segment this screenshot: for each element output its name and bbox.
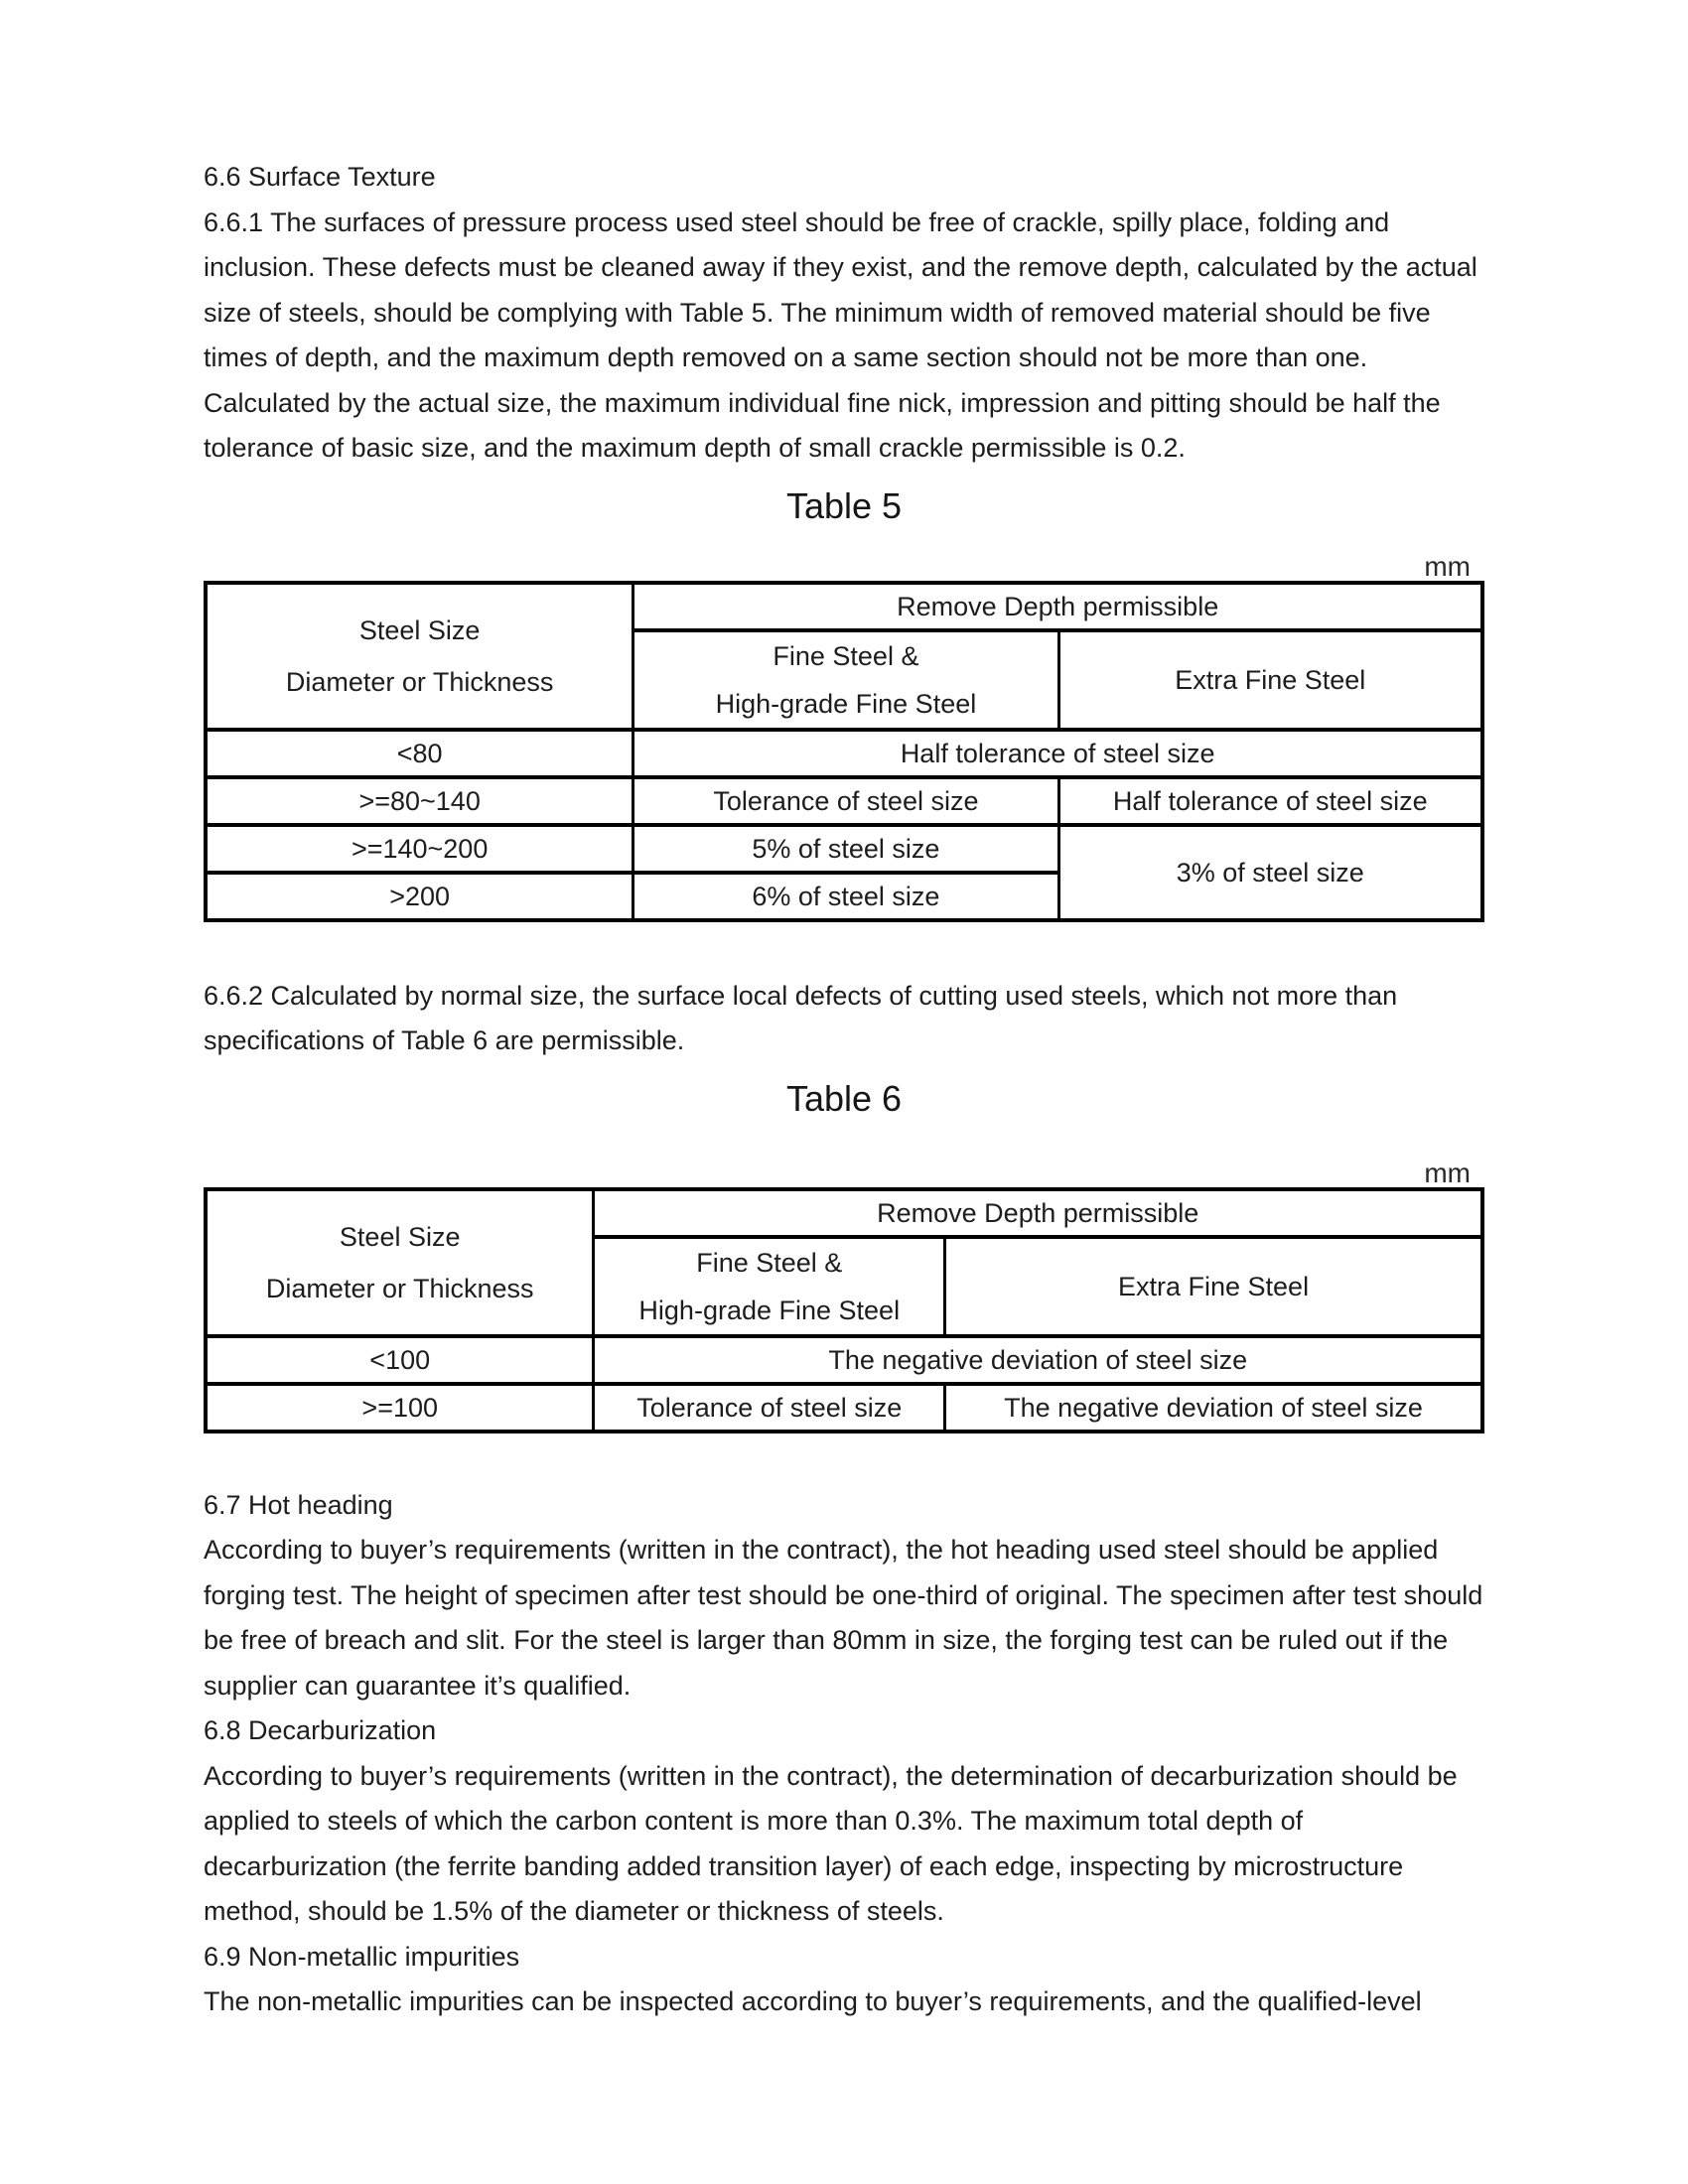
table-row: [206, 825, 1482, 873]
paragraph-6-6-2: 6.6.2 Calculated by normal size, the surface local defects of cutting used steels, which not more than specifications of Table 6 are permissible.: [204, 980, 1398, 1055]
paragraph-6-8: According to buyer’s requirements (written in the contract), the determination of decarburization should be applied to steels of which the carbon content is more than 0.3%. The maximum total depth of decarburization (the ferrite banding added transition layer) of each edge, inspecting by microstructure method, should be 1.5% of the diameter or thickness of steels.: [204, 1760, 1458, 1926]
paragraph-6-7: According to buyer’s requirements (written in the contract), the hot heading used steel should be applied forging test. The height of specimen after test should be one-third of original. The specimen after test should be free of breach and slit. For the steel is larger than 80mm in size, the forging test can be ruled out if the supplier can guarantee it’s qualified.: [204, 1535, 1483, 1701]
table5-header-row-1: [206, 583, 1482, 630]
section-6-7-heading: 6.7 Hot heading: [204, 1489, 393, 1520]
table6-size-cell: >=100: [206, 1384, 594, 1432]
paragraph-6-6-1: 6.6.1 The surfaces of pressure process used steel should be free of crackle, spilly place, folding and inclusion. These defects must be cleaned away if they exist, and the remove depth, calculated by the actual size of steels, should be complying with Table 5. The minimum width of removed material should be five times of depth, and the maximum depth removed on a same section should not be more than one. Calculated by the actual size, the maximum individual fine nick, impression and pitting should be half the tolerance of basic size, and the maximum depth of small crackle permissible is 0.2.: [204, 206, 1477, 463]
table6-header-fine-steel-cell: [594, 1237, 945, 1336]
table5-extra-value-cell: Half tolerance of steel size: [1058, 777, 1482, 825]
table5-size-cell: >200: [206, 873, 633, 920]
table5-fine-value-cell: Tolerance of steel size: [633, 777, 1058, 825]
table5-fine-value-cell: 6% of steel size: [633, 873, 1058, 920]
table6-header-steel-size-line1: Steel Size: [339, 1221, 461, 1252]
table5-header-fine-steel-line1: Fine Steel &: [773, 640, 919, 671]
table5-title: Table 5: [785, 484, 903, 526]
table5-header-group-cell: Remove Depth permissible: [633, 583, 1482, 630]
table5: [204, 581, 1484, 922]
table6: [204, 1187, 1484, 1433]
table6-fine-value-cell: Tolerance of steel size: [594, 1384, 945, 1432]
table5-size-cell: >=80~140: [206, 777, 633, 825]
table6-header-row-1: [206, 1189, 1482, 1237]
table-row: [206, 1384, 1482, 1432]
table5-fine-value-cell: 5% of steel size: [633, 825, 1058, 873]
table5-header-steel-size-cell: [206, 583, 633, 730]
table6-extra-value-cell: The negative deviation of steel size: [945, 1384, 1482, 1432]
table-row: [206, 730, 1482, 777]
section-6-8-heading: 6.8 Decarburization: [204, 1715, 437, 1745]
table-row: [206, 777, 1482, 825]
paragraph-6-9: The non-metallic impurities can be inspected according to buyer’s requirements, and the qualified-level: [204, 1986, 1422, 2016]
section-6-9-heading: 6.9 Non-metallic impurities: [204, 1941, 520, 1972]
table5-extra-merged-value-cell: 3% of steel size: [1058, 825, 1482, 920]
table6-unit-label: mm: [1424, 1157, 1471, 1188]
table6-title: Table 6: [785, 1077, 903, 1119]
table6-header-steel-size-cell: [206, 1189, 594, 1336]
table6-header-fine-steel-line2: High-grade Fine Steel: [638, 1295, 901, 1325]
table5-header-fine-steel-cell: [633, 630, 1058, 730]
table5-unit-label: mm: [1424, 550, 1471, 582]
section-6-6-heading: 6.6 Surface Texture: [204, 162, 436, 192]
table5-size-cell: >=140~200: [206, 825, 633, 873]
table5-header-fine-steel-line2: High-grade Fine Steel: [715, 688, 977, 719]
table5-header-extra-fine-cell: Extra Fine Steel: [1058, 630, 1482, 730]
table5-header-steel-size-line2: Diameter or Thickness: [285, 666, 554, 697]
table5-size-cell: <80: [206, 730, 633, 777]
table6-size-cell: <100: [206, 1336, 594, 1384]
table-row: [206, 1336, 1482, 1384]
table6-header-steel-size-line2: Diameter or Thickness: [265, 1273, 534, 1303]
table6-header-fine-steel-line1: Fine Steel &: [696, 1247, 843, 1278]
table6-header-extra-fine-cell: Extra Fine Steel: [945, 1237, 1482, 1336]
table6-merged-value-cell: The negative deviation of steel size: [594, 1336, 1482, 1384]
table6-header-group-cell: Remove Depth permissible: [594, 1189, 1482, 1237]
table5-merged-value-cell: Half tolerance of steel size: [633, 730, 1482, 777]
table5-header-steel-size-line1: Steel Size: [358, 614, 481, 645]
